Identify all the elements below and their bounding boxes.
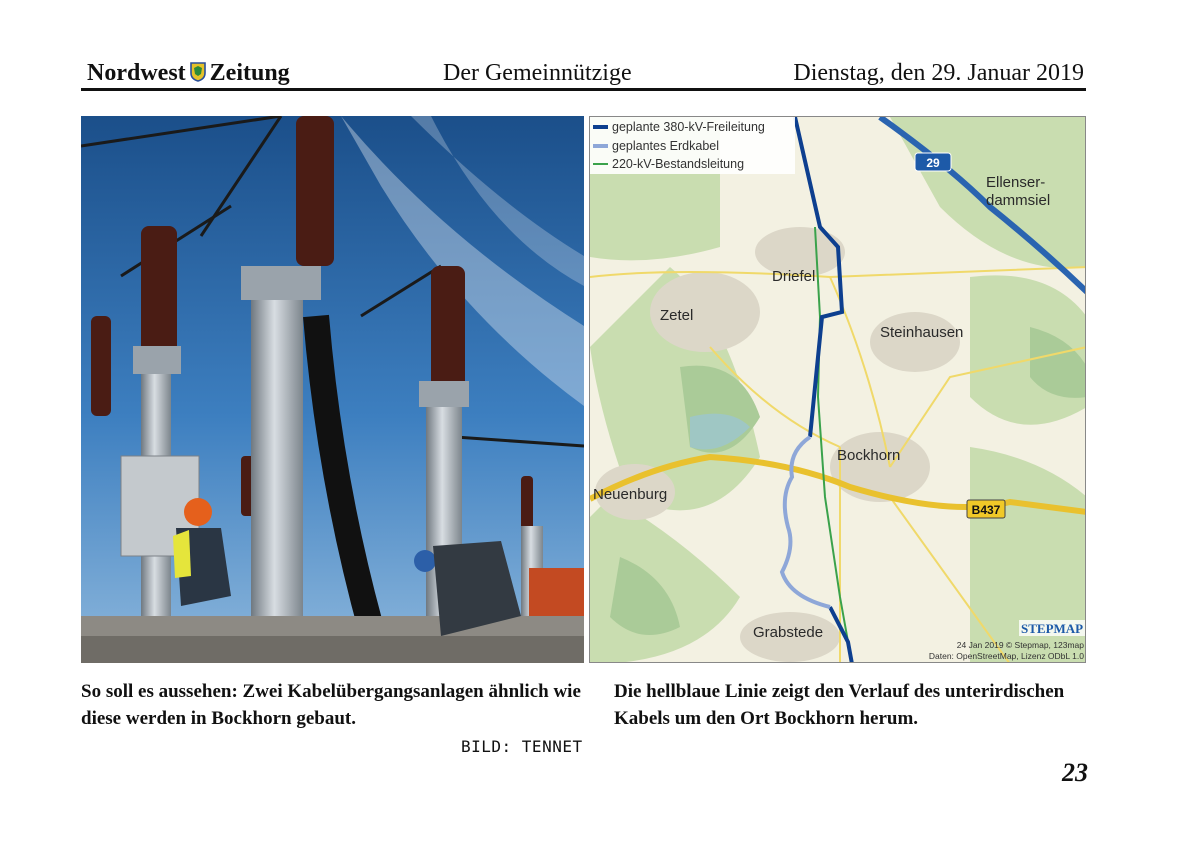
masthead	[87, 60, 290, 89]
map-credit-line1: 24 Jan 2019 © Stepmap, 123map	[956, 640, 1084, 650]
place-ellenserdammsiel-line1: Ellenser-	[986, 174, 1046, 191]
page-header	[81, 56, 1086, 90]
photo-caption: So soll es aussehen: Zwei Kabelübergangsanlagen ähnlich wie diese werden in Bockhorn gebaut.	[81, 681, 581, 729]
stepmap-logo	[1019, 620, 1085, 636]
place-grabstede: Grabstede	[753, 624, 824, 641]
masthead-right: Zeitung	[209, 60, 290, 86]
section-title: Der Gemeinnützige	[443, 60, 632, 86]
map-caption: Die hellblaue Linie zeigt den Verlauf des unterirdischen Kabels um den Ort Bockhorn herum.	[614, 681, 1065, 729]
road-b437-shield	[967, 500, 1005, 518]
place-zetel: Zetel	[660, 307, 694, 324]
place-driefel: Driefel	[772, 268, 816, 285]
route-map	[589, 116, 1086, 663]
legend-label-overhead: geplante 380-kV-Freileitung	[612, 120, 765, 134]
photo-credit: BILD: TENNET	[461, 737, 583, 756]
page-number: 23	[1062, 758, 1088, 787]
road-29-label: 29	[926, 156, 940, 170]
road-b437-label: B437	[971, 503, 1001, 517]
stepmap-brand: STEPMAP	[1021, 621, 1084, 636]
place-bockhorn: Bockhorn	[837, 447, 901, 464]
substation-photo	[81, 116, 584, 663]
header-rule	[81, 88, 1086, 91]
coat-of-arms-icon	[190, 62, 206, 89]
road-29-shield	[915, 153, 951, 171]
place-neuenburg: Neuenburg	[593, 486, 668, 503]
legend-label-existing: 220-kV-Bestandsleitung	[612, 157, 745, 171]
place-ellenserdammsiel-line2: dammsiel	[986, 192, 1051, 209]
issue-date: Dienstag, den 29. Januar 2019	[793, 60, 1084, 86]
legend-label-cable: geplantes Erdkabel	[612, 139, 720, 153]
masthead-left: Nordwest	[87, 60, 186, 86]
map-credit-line2: Daten: OpenStreetMap, Lizenz ODbL 1.0	[928, 651, 1084, 661]
place-steinhausen: Steinhausen	[880, 324, 964, 341]
